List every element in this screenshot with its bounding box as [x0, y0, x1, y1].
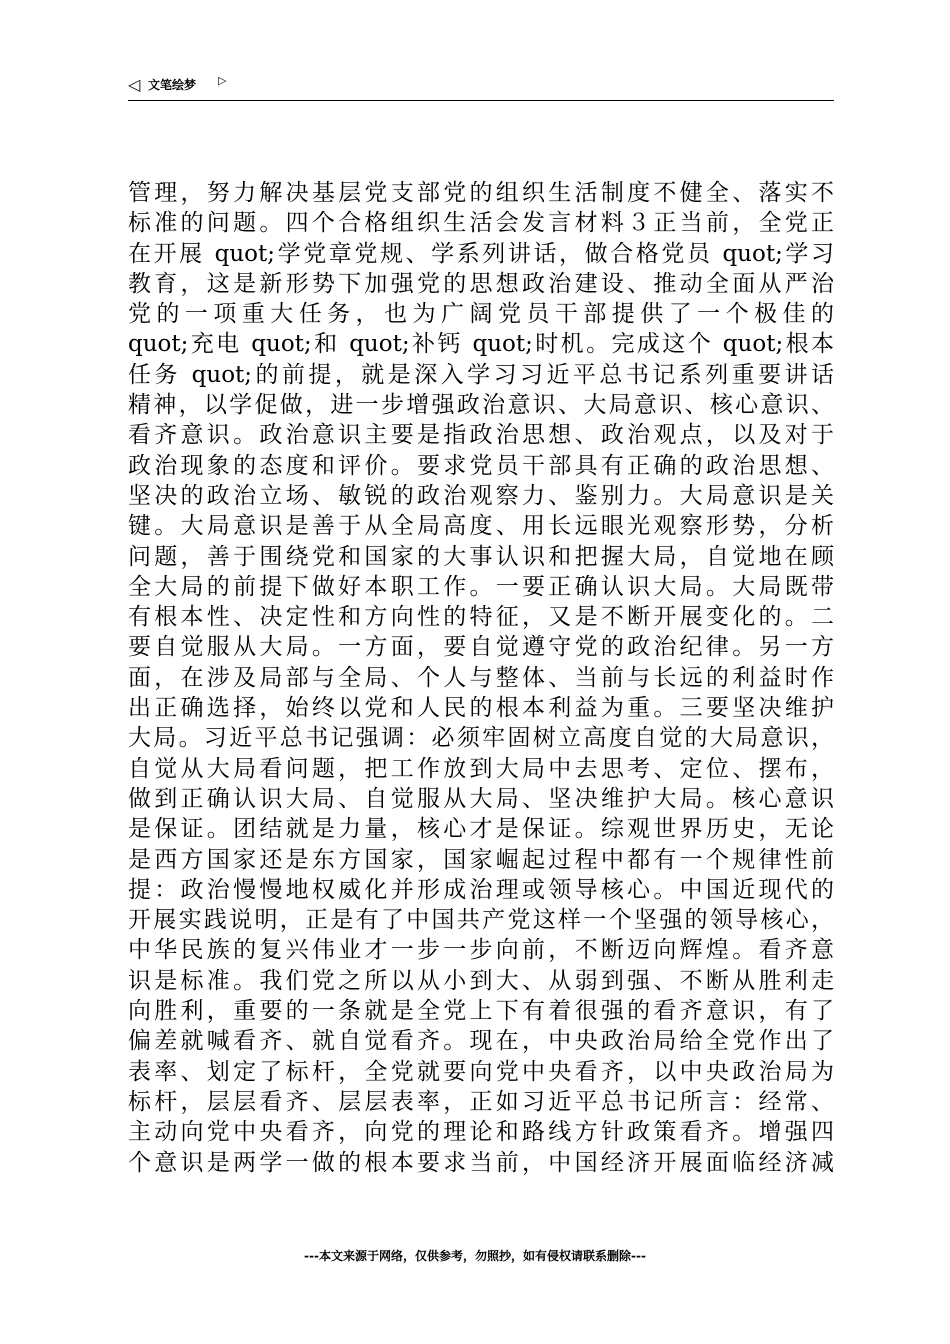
- body-line: 识是标准。我们党之所以从小到大、从弱到强、不断从胜利走: [128, 967, 834, 994]
- header-title: 文笔绘梦: [148, 78, 197, 92]
- page-header: [128, 74, 834, 101]
- body-line: 出正确选择，始终以党和人民的根本利益为重。三要坚决维护: [128, 695, 834, 722]
- body-line: 键。大局意识是善于从全局高度、用长远眼光观察形势，分析: [128, 513, 834, 540]
- body-line: 在开展 quot;学党章党规、学系列讲话，做合格党员 quot;学习: [128, 240, 834, 267]
- body-line: 偏差就喊看齐、就自觉看齐。现在，中央政治局给全党作出了: [128, 1028, 834, 1055]
- body-line: 要自觉服从大局。一方面，要自觉遵守党的政治纪律。另一方: [128, 634, 834, 661]
- body-line: 标准的问题。四个合格组织生活会发言材料３正当前，全党正: [128, 210, 834, 237]
- body-line: 主动向党中央看齐，向党的理论和路线方针政策看齐。增强四: [128, 1119, 834, 1146]
- body-line: 开展实践说明，正是有了中国共产党这样一个坚强的领导核心，: [128, 907, 834, 934]
- body-line: 面，在涉及局部与全局、个人与整体、当前与长远的利益时作: [128, 664, 834, 691]
- body-line: 个意识是两学一做的根本要求当前，中国经济开展面临经济减: [128, 1149, 834, 1176]
- body-line: 政治现象的态度和评价。要求党员干部具有正确的政治思想、: [128, 452, 834, 479]
- body-line: 问题，善于围绕党和国家的大事认识和把握大局，自觉地在顾: [128, 543, 834, 570]
- body-line: 做到正确认识大局、自觉服从大局、坚决维护大局。核心意识: [128, 785, 834, 812]
- body-line: 党的一项重大任务，也为广阔党员干部提供了一个极佳的: [128, 301, 834, 328]
- body-line: 是保证。团结就是力量，核心才是保证。综观世界历史，无论: [128, 816, 834, 843]
- body-line: 提：政治慢慢地权威化并形成治理或领导核心。中国近现代的: [128, 876, 834, 903]
- body-line: 表率、划定了标杆，全党就要向党中央看齐，以中央政治局为: [128, 1058, 834, 1085]
- triangle-right-icon: ▷: [218, 74, 227, 87]
- body-line: quot;充电 quot;和 quot;补钙 quot;时机。完成这个 quot;根本: [128, 331, 834, 358]
- body-line: 标杆，层层看齐、层层表率，正如习近平总书记所言：经常、: [128, 1088, 834, 1115]
- body-line: 坚决的政治立场、敏锐的政治观察力、鉴别力。大局意识是关: [128, 482, 834, 509]
- body-line: 自觉从大局看问题，把工作放到大局中去思考、定位、摆布，: [128, 755, 834, 782]
- body-line: 任务 quot;的前提，就是深入学习习近平总书记系列重要讲话: [128, 361, 834, 388]
- document-body: [128, 178, 834, 1178]
- body-line: 看齐意识。政治意识主要是指政治思想、政治观点，以及对于: [128, 422, 834, 449]
- body-line: 管理，努力解决基层党支部党的组织生活制度不健全、落实不: [128, 180, 834, 206]
- body-line: 向胜利，重要的一条就是全党上下有着很强的看齐意识，有了: [128, 998, 834, 1025]
- body-line: 中华民族的复兴伟业才一步一步向前，不断迈向辉煌。看齐意: [128, 937, 834, 964]
- body-line: 是西方国家还是东方国家，国家崛起过程中都有一个规律性前: [128, 846, 834, 873]
- body-line: 精神，以学促做，进一步增强政治意识、大局意识、核心意识、: [128, 392, 834, 419]
- body-line: 大局。习近平总书记强调：必须牢固树立高度自觉的大局意识，: [128, 725, 834, 752]
- triangle-left-icon: ◁: [128, 75, 141, 94]
- footer-disclaimer: ---本文来源于网络，仅供参考，勿照抄，如有侵权请联系删除---: [304, 1249, 646, 1263]
- body-line: 全大局的前提下做好本职工作。一要正确认识大局。大局既带: [128, 573, 834, 600]
- body-line: 有根本性、决定性和方向性的特征，又是不断开展变化的。二: [128, 604, 834, 631]
- body-line: 教育，这是新形势下加强党的思想政治建设、推动全面从严治: [128, 270, 834, 297]
